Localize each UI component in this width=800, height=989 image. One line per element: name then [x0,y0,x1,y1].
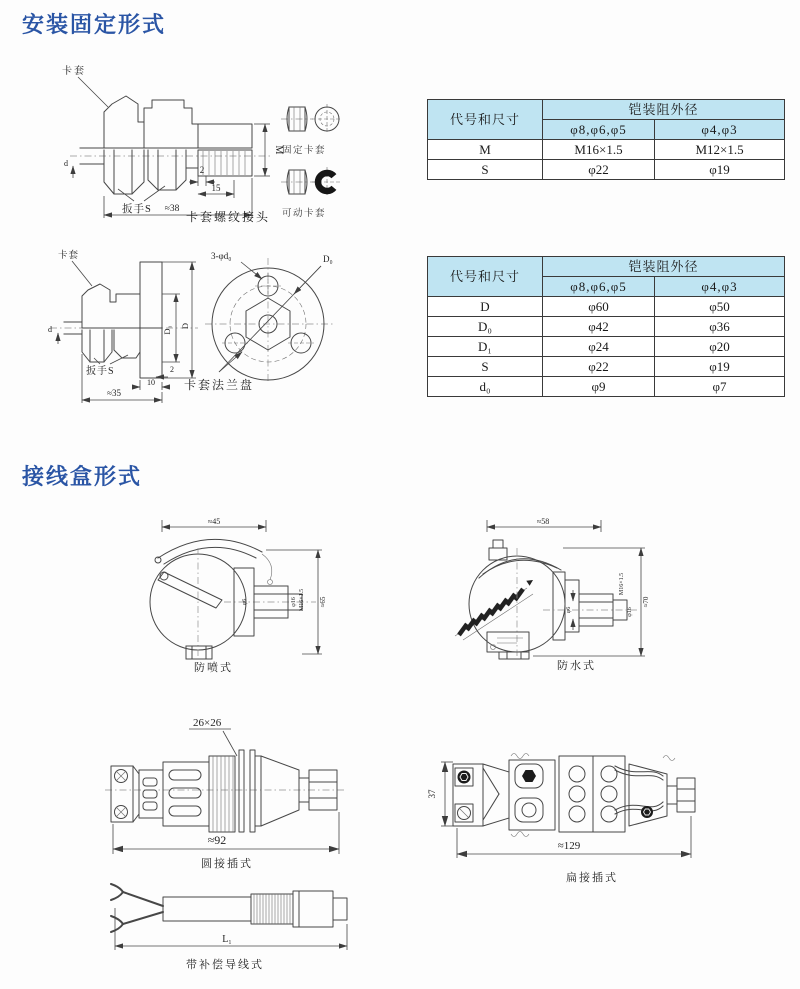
section-title-junction: 接线盒形式 [22,464,143,489]
dim-37: 37 [427,789,437,799]
dim-holes: 3-φd₀ [211,251,232,261]
label-phi16: φ16 [627,607,633,617]
fork-terminals [111,884,163,932]
dim-65: ≈65 [319,596,327,608]
wrench-label: 扳手S [122,204,152,215]
cell: D [428,297,543,317]
round-plug-drawing [103,712,348,858]
ferrule-label: 卡套 [62,66,86,77]
water-proof-drawing [433,514,653,659]
dim-D: D [180,322,190,330]
dim-d: d [48,325,52,334]
cell: D₁ [428,337,543,357]
cell: φ24 [543,337,655,357]
section-title-mounting: 安装固定形式 [22,12,167,37]
dim-15: 15 [211,183,221,193]
dim-70: ≈70 [642,596,650,608]
label-m16: M16×1.5 [299,588,305,612]
caption-water: 防水式 [557,660,596,672]
cell: d₀ [428,377,543,397]
cell: φ22 [543,357,655,377]
cell: 代号和尺寸 [428,257,543,297]
spec-table-threaded [427,99,785,180]
cell: S [428,160,543,180]
label-26x26: 26×26 [193,717,222,729]
label-m16: M16×1.5 [619,572,625,596]
dim-45: ≈45 [207,517,221,526]
cell: M16×1.5 [543,140,655,160]
cell: φ20 [655,337,785,357]
cell: φ19 [655,160,785,180]
movable-ferrule-icon [281,165,345,199]
cell: φ9 [543,377,655,397]
caption-comp-lead: 带补偿导线式 [186,959,264,971]
cell: φ4,φ3 [655,277,785,297]
dim-129: ≈129 [557,840,581,852]
wrench-label: 扳手S [86,366,115,377]
cell: φ42 [543,317,655,337]
ferrule-icons [281,102,347,228]
comp-lead-drawing [103,880,365,958]
dim-M: M [273,145,284,155]
cell: φ8,φ6,φ5 [543,120,655,140]
splash-proof-drawing [118,514,328,659]
cell: 铠装阻外径 [543,257,785,277]
flange-face-drawing [193,248,368,388]
dim-2: 2 [170,365,174,374]
cell: M [428,140,543,160]
cell: φ8,φ6,φ5 [543,277,655,297]
cell: φ7 [655,377,785,397]
dim-d: d [64,159,68,168]
flange-side-drawing [46,246,206,404]
threaded-fitting-drawing [46,60,296,225]
cell: M12×1.5 [655,140,785,160]
dim-D1: D₁ [162,325,172,335]
cell: φ60 [543,297,655,317]
movable-ferrule-label: 可动卡套 [282,209,327,219]
fixed-ferrule-label: 固定卡套 [282,146,327,156]
label-phi6: φ6 [566,606,572,614]
cell: φ19 [655,357,785,377]
dim-92: ≈92 [207,833,227,847]
caption-splash: 防喷式 [194,662,233,674]
label-phi16: φ16 [291,597,297,607]
spec-table-flange [427,256,785,397]
dim-38: ≈38 [164,204,180,214]
caption-flange: 卡套法兰盘 [184,378,255,392]
cell: φ50 [655,297,785,317]
dim-L1: L₁ [222,934,232,945]
flat-plug-drawing [427,732,699,872]
cell: 代号和尺寸 [428,100,543,140]
cell: D₀ [428,317,543,337]
caption-round-plug: 圆接插式 [201,858,253,870]
cell: S [428,357,543,377]
dim-58: ≈58 [536,517,550,526]
cell: φ36 [655,317,785,337]
cell: 铠装阻外径 [543,100,785,120]
dim-10: 10 [147,378,155,387]
caption-threaded: 卡套螺纹接头 [186,210,271,224]
dim-D0: D₀ [323,254,333,264]
label-phi6: φ6 [242,598,248,606]
caption-flat-plug: 扁接插式 [566,872,618,884]
fixed-ferrule-icon [281,102,345,136]
dim-2: 2 [199,165,205,175]
ferrule-label: 卡套 [58,251,80,261]
cell: φ4,φ3 [655,120,785,140]
cell: φ22 [543,160,655,180]
dim-35: ≈35 [107,388,121,398]
